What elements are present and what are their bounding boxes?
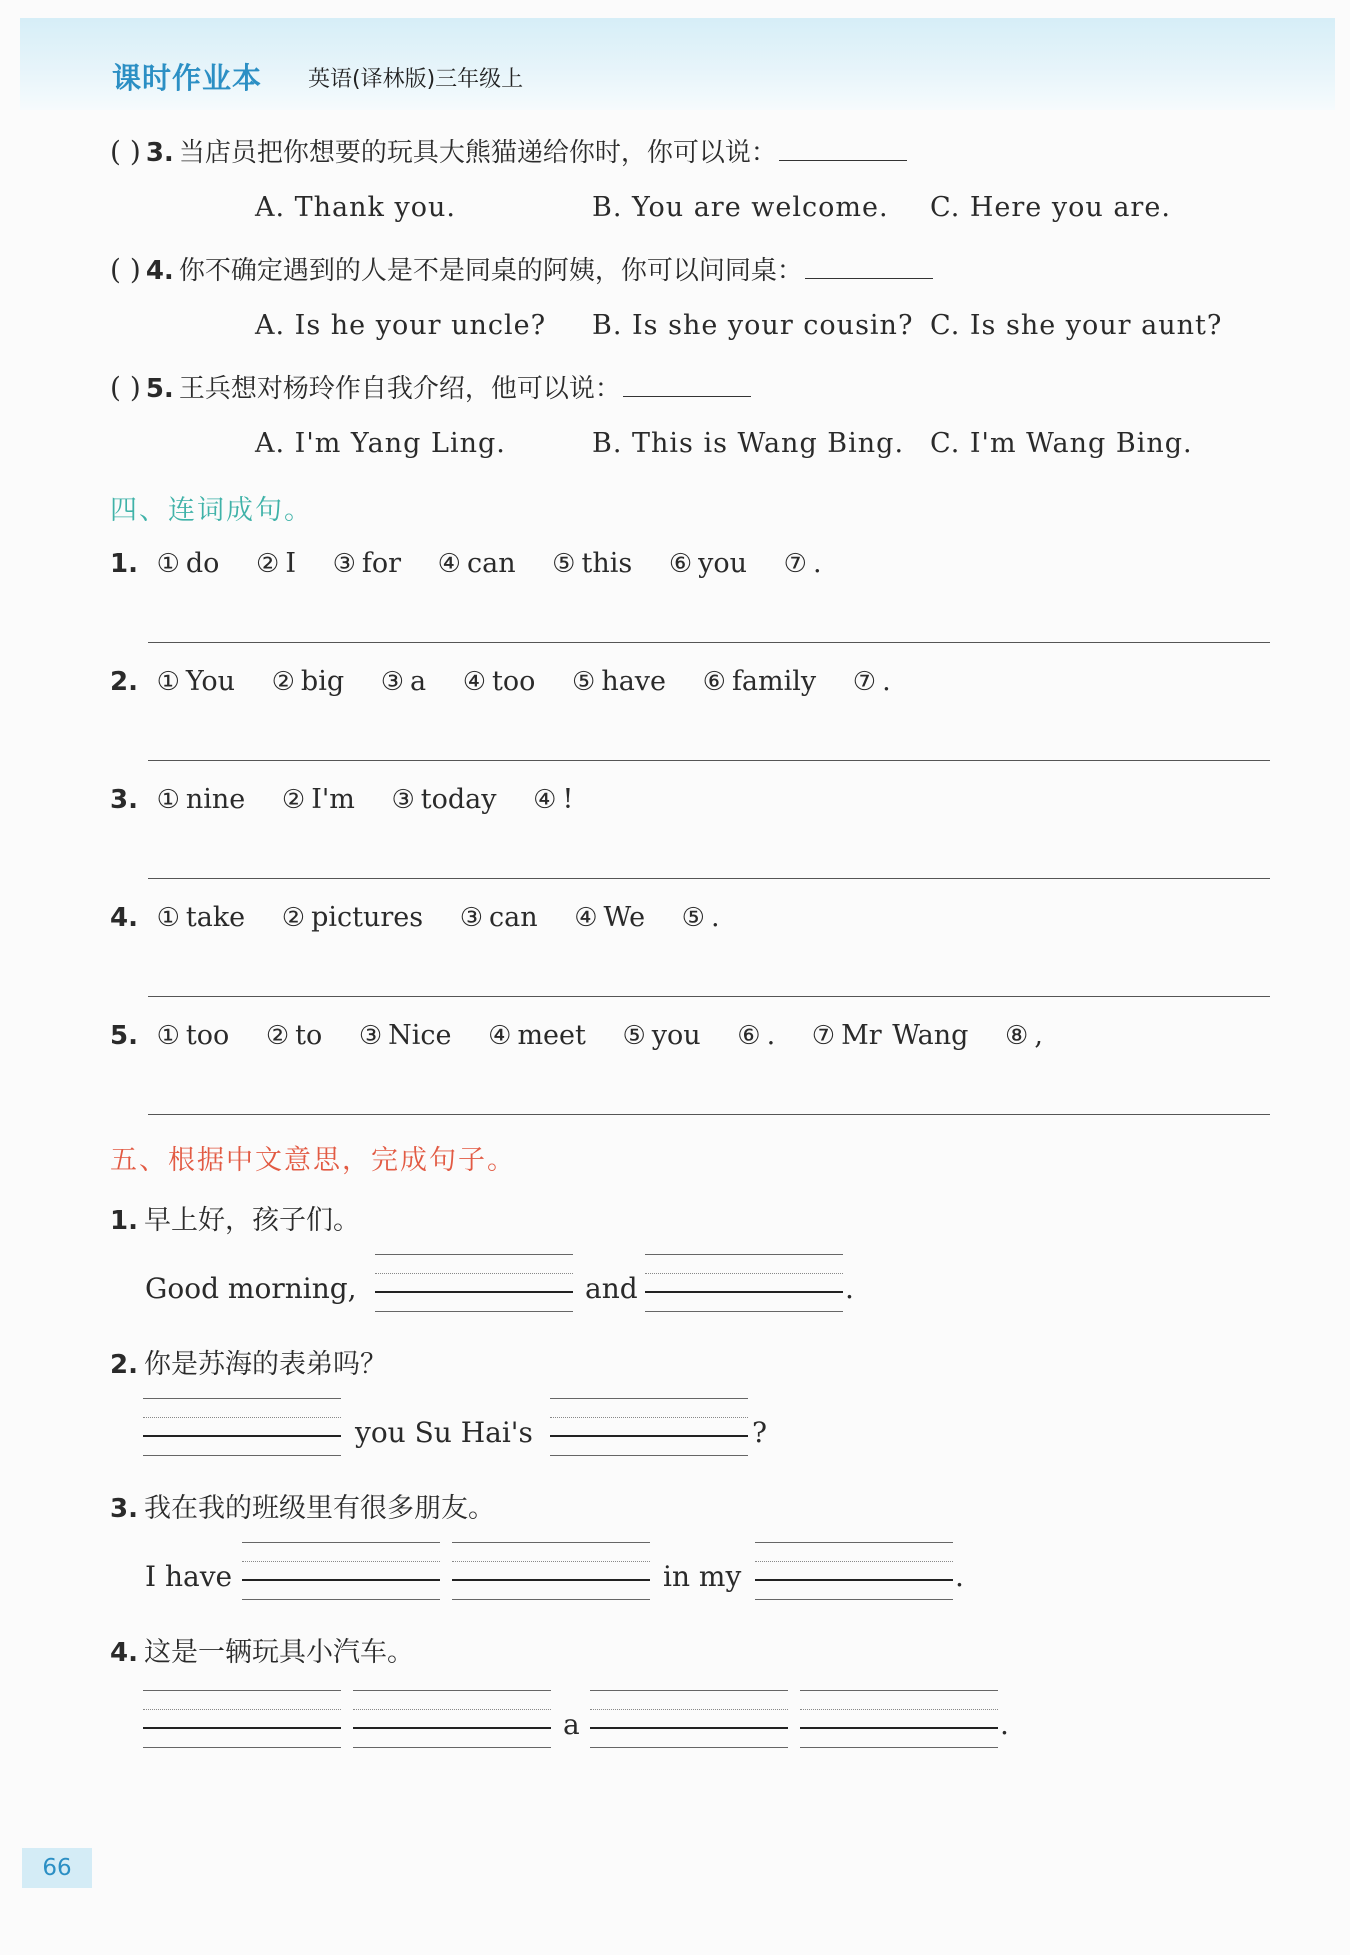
option-c: C. Here you are. xyxy=(930,192,1171,223)
answer-line[interactable] xyxy=(148,642,1270,643)
answer-paren[interactable]: ( ) xyxy=(110,135,141,168)
sentence-end: . xyxy=(1000,1708,1009,1741)
section-4-title: 四、连词成句。 xyxy=(110,495,313,526)
writing-blank[interactable] xyxy=(143,1690,341,1748)
option-a: A. I'm Yang Ling. xyxy=(255,428,506,459)
answer-line[interactable] xyxy=(148,1114,1270,1115)
book-subtitle: 英语(译林版)三年级上 xyxy=(308,67,524,92)
answer-line[interactable] xyxy=(148,996,1270,997)
option-b: B. This is Wang Bing. xyxy=(592,428,905,459)
writing-blank[interactable] xyxy=(375,1254,573,1312)
writing-blank[interactable] xyxy=(143,1398,341,1456)
translate-item-4-chinese: 4. 这是一辆玩具小汽车。 xyxy=(110,1637,414,1668)
question-prompt: 王兵想对杨玲作自我介绍，他可以说： xyxy=(178,374,621,404)
prompt-blank xyxy=(623,395,751,397)
word-order-item-4: 4. ① take ② pictures ③ can ④ We ⑤ . xyxy=(110,902,720,933)
sentence-text: you Su Hai's xyxy=(355,1416,533,1449)
choice-question-5 xyxy=(110,368,751,405)
word-order-item-3: 3. ① nine ② I'm ③ today ④ ! xyxy=(110,784,574,815)
sentence-text: in my xyxy=(663,1560,742,1593)
question-number: 5. xyxy=(145,374,174,404)
page-number: 66 xyxy=(22,1848,92,1888)
book-title: 课时作业本 xyxy=(112,61,263,95)
sentence-end: . xyxy=(845,1272,854,1305)
writing-blank[interactable] xyxy=(645,1254,843,1312)
answer-line[interactable] xyxy=(148,878,1270,879)
option-b: B. You are welcome. xyxy=(592,192,889,223)
sentence-text: Good morning, xyxy=(145,1272,357,1305)
writing-blank[interactable] xyxy=(452,1542,650,1600)
question-prompt: 你不确定遇到的人是不是同桌的阿姨，你可以问同桌： xyxy=(178,256,803,286)
answer-line[interactable] xyxy=(148,760,1270,761)
prompt-blank xyxy=(779,159,907,161)
choice-question-4 xyxy=(110,250,933,287)
sentence-text: a xyxy=(563,1708,580,1741)
question-prompt: 当店员把你想要的玩具大熊猫递给你时，你可以说： xyxy=(178,138,777,168)
sentence-end: . xyxy=(955,1560,964,1593)
writing-blank[interactable] xyxy=(800,1690,998,1748)
option-b: B. Is she your cousin? xyxy=(592,310,914,341)
sentence-text: I have xyxy=(145,1560,233,1593)
writing-blank[interactable] xyxy=(353,1690,551,1748)
writing-blank[interactable] xyxy=(755,1542,953,1600)
word-order-item-5: 5. ① too ② to ③ Nice ④ meet ⑤ you ⑥ . ⑦ Mr Wang ⑧ , xyxy=(110,1020,1043,1051)
writing-blank[interactable] xyxy=(550,1398,748,1456)
question-number: 4. xyxy=(145,256,174,286)
option-c: C. Is she your aunt? xyxy=(930,310,1223,341)
question-number: 3. xyxy=(145,138,174,168)
writing-blank[interactable] xyxy=(242,1542,440,1600)
choice-question-3 xyxy=(110,132,907,169)
answer-paren[interactable]: ( ) xyxy=(110,371,141,404)
word-order-item-2: 2. ① You ② big ③ a ④ too ⑤ have ⑥ family ⑦ . xyxy=(110,666,891,697)
answer-paren[interactable]: ( ) xyxy=(110,253,141,286)
section-5-title: 五、根据中文意思，完成句子。 xyxy=(110,1145,516,1176)
translate-item-1-chinese: 1. 早上好，孩子们。 xyxy=(110,1205,360,1236)
word-order-item-1: 1. ① do ② I ③ for ④ can ⑤ this ⑥ you ⑦ . xyxy=(110,548,822,579)
translate-item-3-chinese: 3. 我在我的班级里有很多朋友。 xyxy=(110,1493,495,1524)
writing-blank[interactable] xyxy=(590,1690,788,1748)
sentence-text: and xyxy=(585,1272,638,1305)
option-a: A. Is he your uncle? xyxy=(255,310,547,341)
prompt-blank xyxy=(805,277,933,279)
translate-item-2-chinese: 2. 你是苏海的表弟吗？ xyxy=(110,1349,387,1380)
option-c: C. I'm Wang Bing. xyxy=(930,428,1193,459)
sentence-end: ? xyxy=(752,1416,768,1449)
option-a: A. Thank you. xyxy=(255,192,456,223)
